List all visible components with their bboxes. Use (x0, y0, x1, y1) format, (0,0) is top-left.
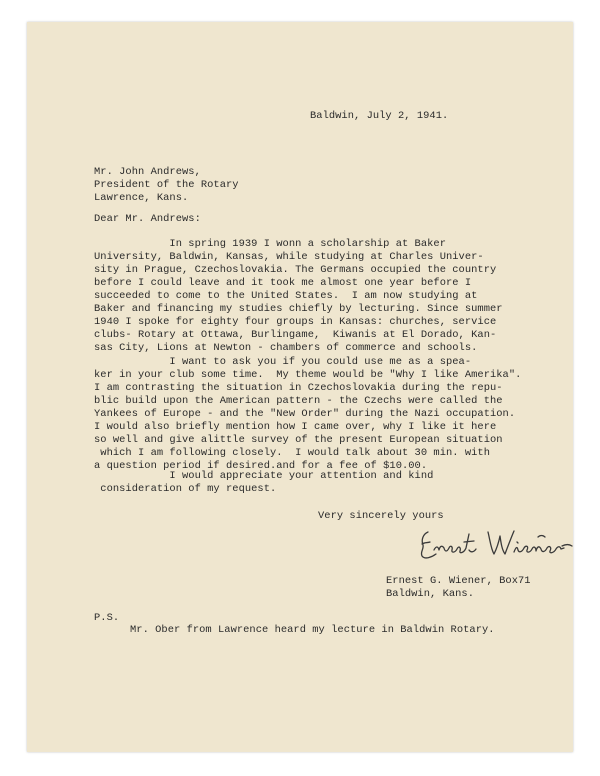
postscript-label: P.S. (94, 612, 120, 624)
paragraph-line: which I am following closely. I would talk about 30 min. with (94, 447, 490, 459)
paragraph-line: 1940 I spoke for eighty four groups in Kansas: churches, service (94, 316, 497, 328)
paragraph-line: University, Baldwin, Kansas, while studying at Charles Univer- (94, 251, 484, 263)
paragraph-line: ker in your club some time. My theme would be "Why I like Amerika". (94, 369, 522, 381)
paragraph-line: Baker and financing my studies chiefly by lecturing. Since summer (94, 303, 503, 315)
signer-name: Ernest G. Wiener, Box71 (386, 575, 531, 587)
body-paragraph-3 (94, 470, 433, 496)
body-paragraph-1 (94, 238, 503, 355)
paragraph-line: I would appreciate your attention and kind (94, 470, 434, 482)
paragraph-line: clubs- Rotary at Ottawa, Burlingame, Kiwanis at El Dorado, Kan- (94, 329, 497, 341)
postscript-text: Mr. Ober from Lawrence heard my lecture in Baldwin Rotary. (130, 624, 495, 636)
recipient-line-3: Lawrence, Kans. (94, 192, 189, 204)
paragraph-line: In spring 1939 I wonn a scholarship at Baker (94, 238, 446, 250)
paragraph-line: sity in Prague, Czechoslovakia. The Germans occupied the country (94, 264, 497, 276)
paragraph-line: blic build upon the American pattern - the Czechs were called the (94, 395, 503, 407)
paragraph-line: I want to ask you if you could use me as a spea- (94, 356, 472, 368)
closing: Very sincerely yours (318, 510, 444, 522)
paragraph-line: I am contrasting the situation in Czechoslovakia during the repu- (94, 382, 503, 394)
signer-city: Baldwin, Kans. (386, 588, 474, 600)
salutation: Dear Mr. Andrews: (94, 213, 201, 225)
paragraph-line: before I could leave and it took me almost one year before I (94, 277, 472, 289)
recipient-line-2: President of the Rotary (94, 179, 239, 191)
paragraph-line: Yankees of Europe - and the "New Order" during the Nazi occupation. (94, 408, 516, 420)
paragraph-line: a question period if desired.and for a fee of $10.00. (94, 460, 428, 472)
handwritten-signature (414, 522, 574, 564)
letter-date: Baldwin, July 2, 1941. (310, 110, 449, 122)
paragraph-line: sas City, Lions at Newton - chambers of commerce and schools. (94, 342, 478, 354)
recipient-line-1: Mr. John Andrews, (94, 166, 201, 178)
body-paragraph-2 (94, 356, 521, 473)
paragraph-line: succeeded to come to the United States. I am now studying at (94, 290, 478, 302)
paragraph-line: so well and give alittle survey of the present European situation (94, 434, 503, 446)
paragraph-line: consideration of my request. (94, 483, 277, 495)
paragraph-line: I would also briefly mention how I came over, why I like it here (94, 421, 497, 433)
